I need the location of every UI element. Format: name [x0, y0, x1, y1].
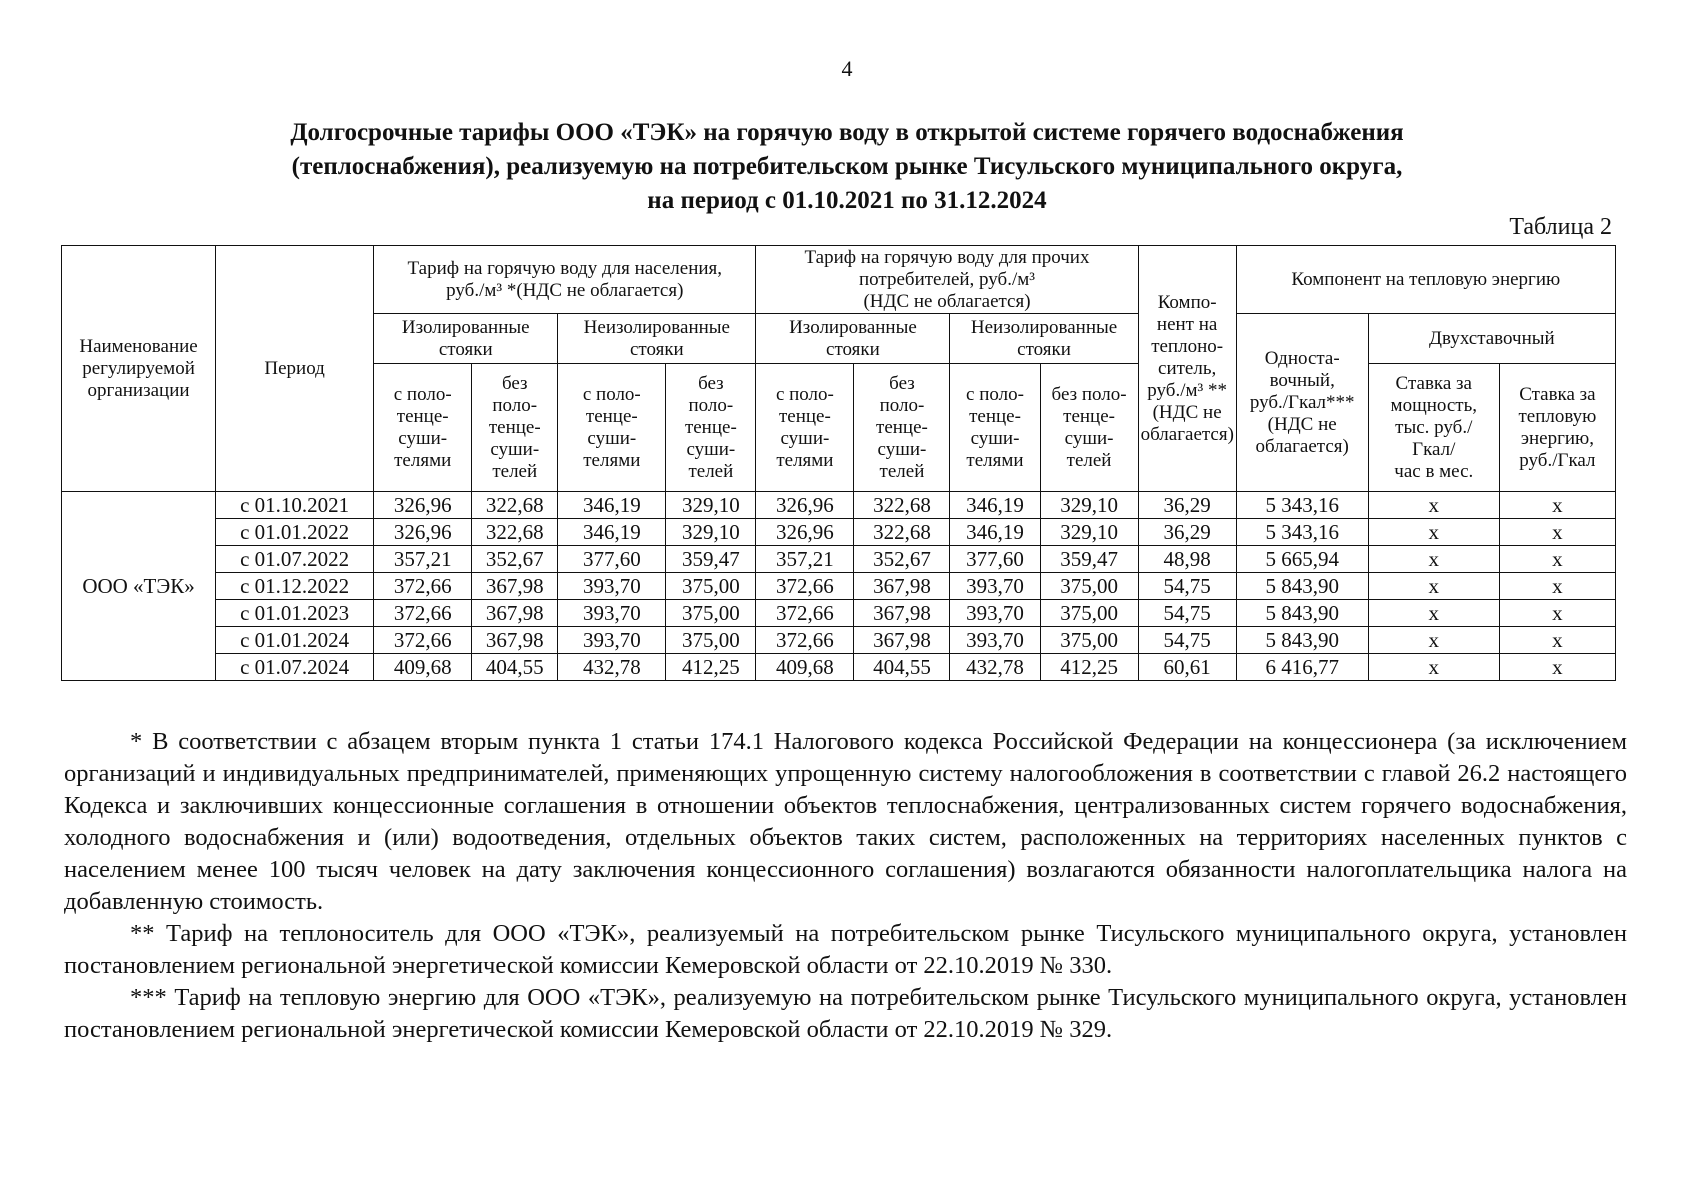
- period-cell: с 01.01.2023: [216, 600, 374, 627]
- tariff-value-cell: х: [1499, 600, 1615, 627]
- tariff-value-cell: 5 665,94: [1236, 546, 1368, 573]
- period-cell: с 01.07.2024: [216, 654, 374, 681]
- tariff-value-cell: 359,47: [666, 546, 756, 573]
- footnote-vat: * В соответствии с абзацем вторым пункта 1 статьи 174.1 Налогового кодекса Российской Федерации на концессионера (за исключением организаций и индивидуальных предпринимателей, применяющих упрощенную систему налогообложения в соответствии с главой 26.2 настоящего Кодекса и заключивших концессионные соглашения в отношении объектов теплоснабжения, централизованных систем горячего водоснабжения, холодного водоснабжения и (или) водоотведения, отдельных объектов таких систем, расположенных на территориях населенных пунктов с населением менее 100 тысяч человек на дату заключения концессионного соглашения) возлагаются обязанности налогоплательщика налога на добавленную стоимость.: [64, 728, 1627, 915]
- tariff-value-cell: 367,98: [472, 600, 558, 627]
- tariff-value-cell: 346,19: [950, 492, 1040, 519]
- header-without-towel-dryers: без поло- тенце- суши- телей: [472, 364, 558, 492]
- tariff-value-cell: 372,66: [374, 573, 472, 600]
- tariff-value-cell: 393,70: [950, 600, 1040, 627]
- tariff-value-cell: 412,25: [1040, 654, 1138, 681]
- header-with-towel-dryers: с поло- тенце- суши- телями: [950, 364, 1040, 492]
- tariff-value-cell: 346,19: [950, 519, 1040, 546]
- tariff-value-cell: 393,70: [558, 627, 666, 654]
- header-period: Период: [216, 246, 374, 492]
- header-with-towel-dryers: с поло- тенце- суши- телями: [374, 364, 472, 492]
- footnotes: [64, 726, 1627, 1046]
- period-cell: с 01.12.2022: [216, 573, 374, 600]
- header-uninsulated-risers: Неизолированные стояки: [558, 314, 756, 364]
- header-insulated-risers: Изолированные стояки: [374, 314, 558, 364]
- tariff-value-cell: 404,55: [854, 654, 950, 681]
- tariff-value-cell: 322,68: [854, 519, 950, 546]
- tariff-value-cell: 326,96: [756, 492, 854, 519]
- tariff-value-cell: 367,98: [472, 573, 558, 600]
- tariff-value-cell: х: [1499, 654, 1615, 681]
- tariff-value-cell: 54,75: [1138, 627, 1236, 654]
- tariff-value-cell: 367,98: [854, 627, 950, 654]
- tariff-value-cell: 393,70: [950, 627, 1040, 654]
- tariff-value-cell: 329,10: [666, 519, 756, 546]
- tariff-value-cell: 367,98: [854, 573, 950, 600]
- tariff-value-cell: 5 843,90: [1236, 573, 1368, 600]
- tariff-value-cell: 372,66: [374, 627, 472, 654]
- tariff-value-cell: х: [1368, 573, 1499, 600]
- table-row: [62, 654, 1616, 681]
- tariff-value-cell: 5 843,90: [1236, 627, 1368, 654]
- title-line-2: (теплоснабжения), реализуемую на потребительском рынке Тисульского муниципального округа,: [291, 153, 1403, 180]
- tariff-value-cell: 375,00: [1040, 600, 1138, 627]
- tariff-value-cell: 322,68: [854, 492, 950, 519]
- tariff-value-cell: х: [1499, 519, 1615, 546]
- tariff-value-cell: х: [1368, 627, 1499, 654]
- tariff-value-cell: 36,29: [1138, 492, 1236, 519]
- header-without-towel-dryers: без поло- тенце- суши- телей: [1040, 364, 1138, 492]
- page-number: 4: [841, 56, 853, 81]
- period-cell: с 01.10.2021: [216, 492, 374, 519]
- header-organization: Наименование регулируемой организации: [62, 246, 216, 492]
- tariff-value-cell: 372,66: [756, 600, 854, 627]
- tariff-value-cell: х: [1368, 519, 1499, 546]
- header-capacity-rate: Ставка за мощность, тыс. руб./ Гкал/ час в мес.: [1368, 364, 1499, 492]
- tariff-table: [61, 245, 1616, 681]
- tariff-table-body: [62, 492, 1616, 681]
- tariff-value-cell: 346,19: [558, 492, 666, 519]
- tariff-value-cell: 372,66: [756, 627, 854, 654]
- tariff-value-cell: 322,68: [472, 519, 558, 546]
- tariff-value-cell: 54,75: [1138, 600, 1236, 627]
- tariff-value-cell: х: [1499, 627, 1615, 654]
- tariff-value-cell: 329,10: [1040, 492, 1138, 519]
- tariff-value-cell: 326,96: [374, 492, 472, 519]
- tariff-value-cell: 346,19: [558, 519, 666, 546]
- tariff-value-cell: 393,70: [558, 573, 666, 600]
- tariff-value-cell: 404,55: [472, 654, 558, 681]
- tariff-value-cell: 375,00: [666, 600, 756, 627]
- table-row: [62, 573, 1616, 600]
- tariff-value-cell: 375,00: [1040, 627, 1138, 654]
- tariff-value-cell: 409,68: [374, 654, 472, 681]
- tariff-value-cell: 322,68: [472, 492, 558, 519]
- tariff-value-cell: 326,96: [374, 519, 472, 546]
- tariff-value-cell: 372,66: [374, 600, 472, 627]
- header-heat-energy-component: Компонент на тепловую энергию: [1236, 246, 1615, 314]
- tariff-value-cell: 393,70: [558, 600, 666, 627]
- tariff-value-cell: 329,10: [666, 492, 756, 519]
- title-line-1: Долгосрочные тарифы ООО «ТЭК» на горячую воду в открытой системе горячего водоснабжения: [290, 119, 1404, 146]
- header-without-towel-dryers: без поло- тенце- суши- телей: [666, 364, 756, 492]
- tariff-value-cell: 6 416,77: [1236, 654, 1368, 681]
- tariff-value-cell: 60,61: [1138, 654, 1236, 681]
- tariff-value-cell: 329,10: [1040, 519, 1138, 546]
- table-row: [62, 519, 1616, 546]
- tariff-value-cell: 432,78: [558, 654, 666, 681]
- tariff-value-cell: 326,96: [756, 519, 854, 546]
- tariff-value-cell: 352,67: [472, 546, 558, 573]
- tariff-value-cell: х: [1368, 546, 1499, 573]
- header-heat-carrier-component: Компо- нент на теплоно- ситель, руб./м³ ** (НДС не облагается): [1138, 246, 1236, 492]
- tariff-value-cell: х: [1368, 600, 1499, 627]
- header-without-towel-dryers: без поло- тенце- суши- телей: [854, 364, 950, 492]
- tariff-value-cell: 377,60: [558, 546, 666, 573]
- tariff-value-cell: 375,00: [666, 573, 756, 600]
- tariff-value-cell: 357,21: [756, 546, 854, 573]
- tariff-value-cell: 5 343,16: [1236, 492, 1368, 519]
- tariff-value-cell: 5 343,16: [1236, 519, 1368, 546]
- header-single-rate: Односта- вочный, руб./Гкал*** (НДС не облагается): [1236, 314, 1368, 492]
- tariff-value-cell: 377,60: [950, 546, 1040, 573]
- tariff-value-cell: 48,98: [1138, 546, 1236, 573]
- tariff-value-cell: х: [1499, 573, 1615, 600]
- tariff-value-cell: 357,21: [374, 546, 472, 573]
- tariff-value-cell: 412,25: [666, 654, 756, 681]
- table-row: [62, 492, 1616, 519]
- period-cell: с 01.01.2024: [216, 627, 374, 654]
- tariff-value-cell: 372,66: [756, 573, 854, 600]
- header-population-tariff: Тариф на горячую воду для населения, руб./м³ *(НДС не облагается): [374, 246, 756, 314]
- header-uninsulated-risers: Неизолированные стояки: [950, 314, 1138, 364]
- tariff-value-cell: 367,98: [854, 600, 950, 627]
- document-title: [120, 116, 1574, 218]
- tariff-value-cell: 367,98: [472, 627, 558, 654]
- footnote-heat-carrier: ** Тариф на теплоноситель для ООО «ТЭК», реализуемый на потребительском рынке Тисульского муниципального округа, установлен постановлением региональной энергетической комиссии Кемеровской области от 22.10.2019 № 330.: [64, 920, 1627, 979]
- tariff-value-cell: 359,47: [1040, 546, 1138, 573]
- tariff-value-cell: 375,00: [1040, 573, 1138, 600]
- table-row: [62, 627, 1616, 654]
- table-row: [62, 600, 1616, 627]
- tariff-value-cell: 352,67: [854, 546, 950, 573]
- tariff-value-cell: 5 843,90: [1236, 600, 1368, 627]
- tariff-value-cell: 393,70: [950, 573, 1040, 600]
- header-two-rate: Двухставочный: [1368, 314, 1615, 364]
- header-insulated-risers: Изолированные стояки: [756, 314, 950, 364]
- footnote-heat-energy: *** Тариф на тепловую энергию для ООО «ТЭК», реализуемую на потребительском рынке Тисульского муниципального округа, установлен постановлением региональной энергетической комиссии Кемеровской области от 22.10.2019 № 329.: [64, 984, 1627, 1043]
- tariff-value-cell: 375,00: [666, 627, 756, 654]
- period-cell: с 01.01.2022: [216, 519, 374, 546]
- tariff-value-cell: 432,78: [950, 654, 1040, 681]
- tariff-value-cell: х: [1368, 492, 1499, 519]
- header-energy-rate: Ставка за тепловую энергию, руб./Гкал: [1499, 364, 1615, 492]
- tariff-value-cell: х: [1499, 546, 1615, 573]
- organization-name: ООО «ТЭК»: [62, 492, 216, 681]
- tariff-value-cell: 409,68: [756, 654, 854, 681]
- table-row: [62, 546, 1616, 573]
- tariff-value-cell: 36,29: [1138, 519, 1236, 546]
- tariff-value-cell: х: [1499, 492, 1615, 519]
- header-with-towel-dryers: с поло- тенце- суши- телями: [756, 364, 854, 492]
- header-with-towel-dryers: с поло- тенце- суши- телями: [558, 364, 666, 492]
- tariff-value-cell: 54,75: [1138, 573, 1236, 600]
- title-line-3: на период с 01.10.2021 по 31.12.2024: [647, 187, 1047, 214]
- period-cell: с 01.07.2022: [216, 546, 374, 573]
- tariff-value-cell: х: [1368, 654, 1499, 681]
- table-label: Таблица 2: [1509, 214, 1612, 240]
- header-other-consumers-tariff: Тариф на горячую воду для прочих потребителей, руб./м³ (НДС не облагается): [756, 246, 1138, 314]
